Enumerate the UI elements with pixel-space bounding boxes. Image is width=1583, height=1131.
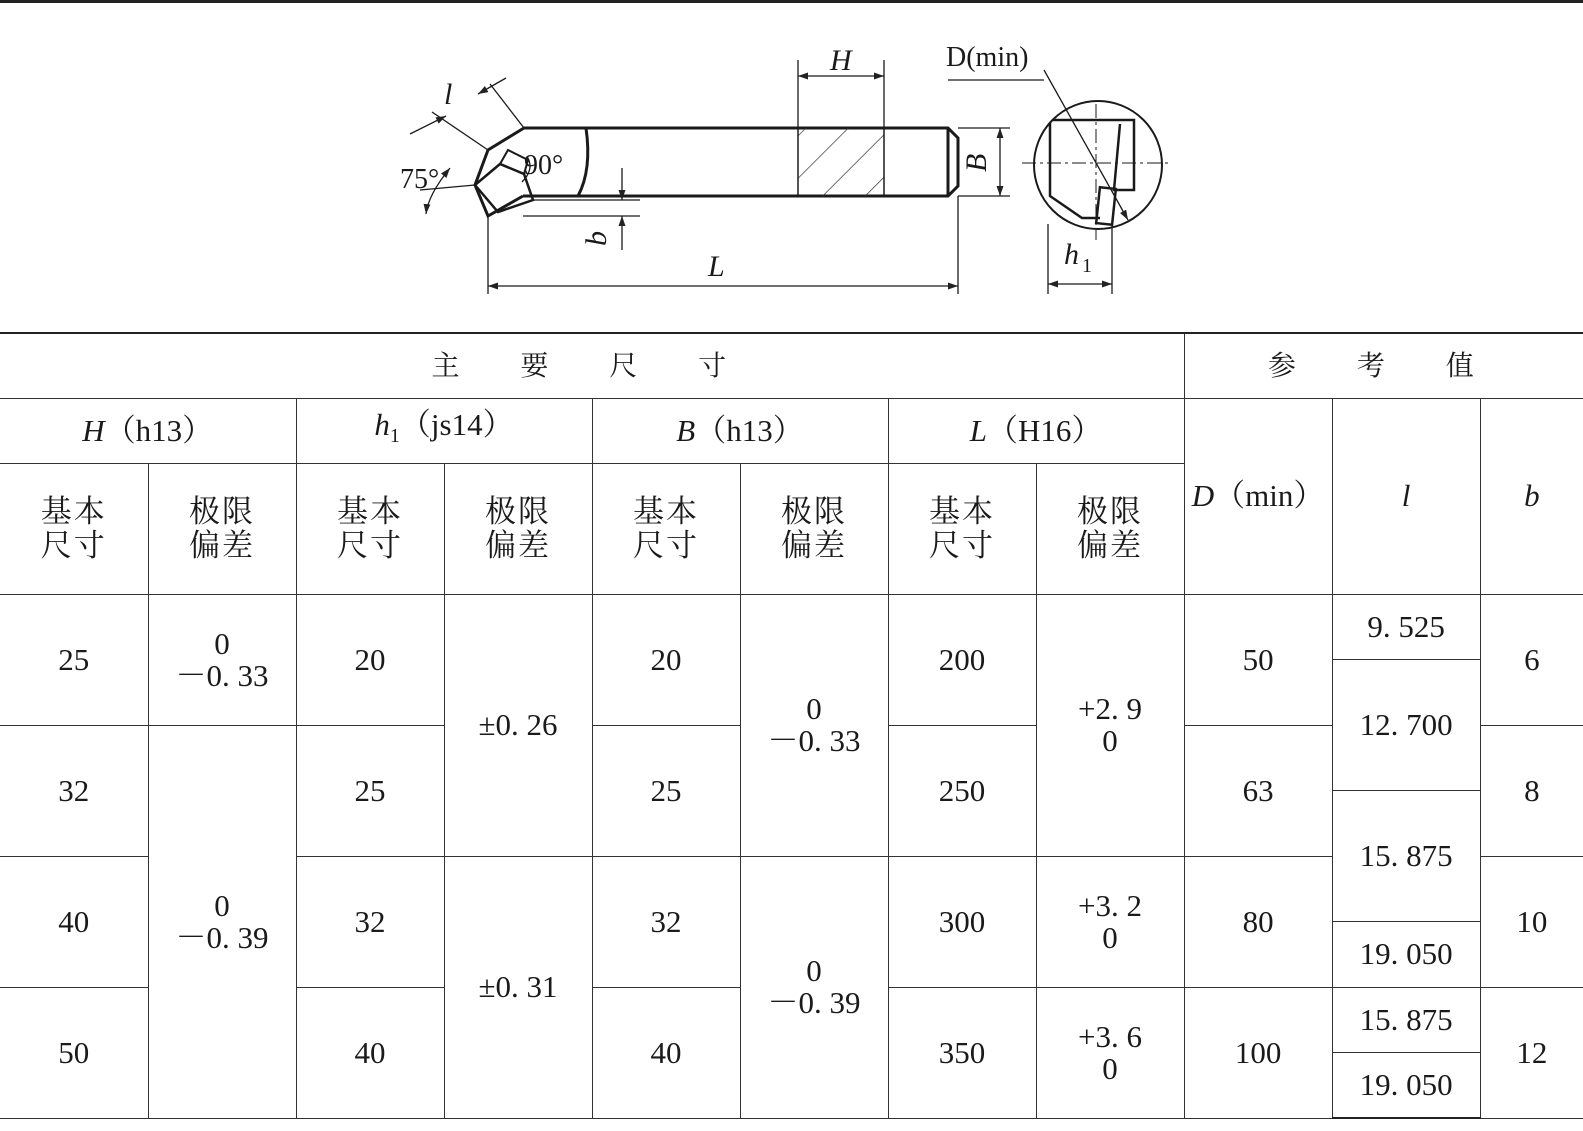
label-b: b bbox=[580, 231, 613, 246]
cell-B: 32 bbox=[592, 856, 740, 987]
header-limit-deviation: 极限 偏差 bbox=[1036, 463, 1184, 594]
cell-H: 40 bbox=[0, 856, 148, 987]
cell-L: 300 bbox=[888, 856, 1036, 987]
cell-l: 12. 700 bbox=[1332, 659, 1480, 790]
header-basic-size: 基本 尺寸 bbox=[0, 463, 148, 594]
cell-H: 50 bbox=[0, 987, 148, 1118]
cell-l: 15. 875 bbox=[1332, 987, 1480, 1052]
section-hatch bbox=[798, 128, 884, 196]
header-limit-deviation: 极限 偏差 bbox=[148, 463, 296, 594]
label-h1: h bbox=[1064, 238, 1079, 271]
cell-D: 63 bbox=[1184, 725, 1332, 856]
cell-B: 25 bbox=[592, 725, 740, 856]
dimension-table bbox=[0, 332, 1583, 1119]
header-limit-deviation: 极限 偏差 bbox=[740, 463, 888, 594]
header-h1: $h_1(js14)$ bbox=[296, 398, 592, 463]
header-basic-size: 基本 尺寸 bbox=[888, 463, 1036, 594]
cell-h1: 32 bbox=[296, 856, 444, 987]
label-h1-sub: 1 bbox=[1082, 255, 1092, 277]
cell-B: 20 bbox=[592, 594, 740, 725]
header-main: 主 要 尺 寸 bbox=[0, 333, 1184, 398]
header-limit-deviation: 极限 偏差 bbox=[444, 463, 592, 594]
header-basic-size: 基本 尺寸 bbox=[296, 463, 444, 594]
label-angle-75: 75° bbox=[400, 164, 440, 195]
cell-h1-tol: ±0. 26 bbox=[444, 594, 592, 856]
cell-H-tol: 0 －0. 33 bbox=[148, 594, 296, 725]
cell-b: 10 bbox=[1480, 856, 1583, 987]
cell-H-tol: 0 －0. 39 bbox=[148, 725, 296, 1118]
cell-L: 250 bbox=[888, 725, 1036, 856]
header-D-min: D（min） bbox=[1184, 398, 1332, 594]
label-H: H bbox=[830, 44, 852, 77]
table-row bbox=[0, 594, 1583, 659]
label-B: B bbox=[960, 153, 993, 172]
cell-h1: 25 bbox=[296, 725, 444, 856]
label-angle-90: 90° bbox=[524, 150, 564, 181]
cell-H: 25 bbox=[0, 594, 148, 725]
cell-b: 6 bbox=[1480, 594, 1583, 725]
cell-h1: 40 bbox=[296, 987, 444, 1118]
label-l: l bbox=[444, 78, 453, 111]
cell-l: 15. 875 bbox=[1332, 790, 1480, 921]
cell-D: 80 bbox=[1184, 856, 1332, 987]
header-B: B（h13） bbox=[592, 398, 888, 463]
label-L: L bbox=[708, 250, 725, 283]
header-row-1 bbox=[0, 333, 1583, 398]
cell-B: 40 bbox=[592, 987, 740, 1118]
cell-L: 350 bbox=[888, 987, 1036, 1118]
cell-L: 200 bbox=[888, 594, 1036, 725]
header-basic-size: 基本 尺寸 bbox=[592, 463, 740, 594]
tool-drawing bbox=[0, 0, 1583, 332]
header-H: H（h13） bbox=[0, 398, 296, 463]
cell-L-tol: +3. 2 0 bbox=[1036, 856, 1184, 987]
detail-view bbox=[948, 70, 1168, 294]
cell-D: 100 bbox=[1184, 987, 1332, 1118]
cell-B-tol: 0 －0. 33 bbox=[740, 594, 888, 856]
header-ref: 参 考 值 bbox=[1184, 333, 1583, 398]
cell-l: 19. 050 bbox=[1332, 921, 1480, 987]
cell-b: 8 bbox=[1480, 725, 1583, 856]
header-row-2 bbox=[0, 398, 1583, 463]
cell-h1-tol: ±0. 31 bbox=[444, 856, 592, 1118]
cell-D: 50 bbox=[1184, 594, 1332, 725]
header-L: L（H16） bbox=[888, 398, 1184, 463]
label-D-min: D(min) bbox=[946, 42, 1029, 73]
cell-h1: 20 bbox=[296, 594, 444, 725]
cell-L-tol: +2. 9 0 bbox=[1036, 594, 1184, 856]
cell-H: 32 bbox=[0, 725, 148, 856]
cell-L-tol: +3. 6 0 bbox=[1036, 987, 1184, 1118]
cell-l: 19. 050 bbox=[1332, 1052, 1480, 1118]
cell-l: 9. 525 bbox=[1332, 594, 1480, 659]
header-b: b bbox=[1480, 398, 1583, 594]
cell-B-tol: 0 －0. 39 bbox=[740, 856, 888, 1118]
header-l: l bbox=[1332, 398, 1480, 594]
cell-b: 12 bbox=[1480, 987, 1583, 1118]
